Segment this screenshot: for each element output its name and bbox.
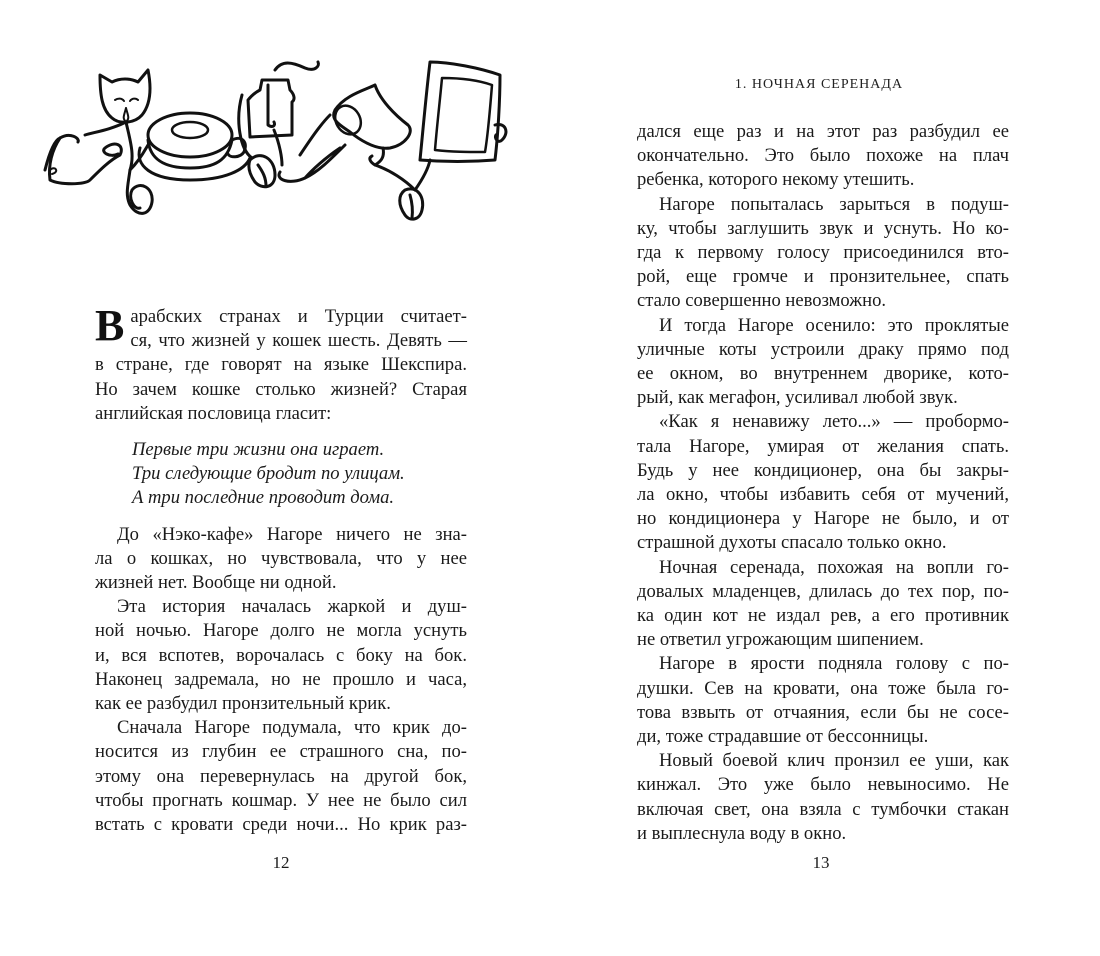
text-line: этому она перевернулась на другой бок, — [95, 765, 467, 787]
text-line: но кондиционера у Нагоре не было, и от — [637, 508, 1009, 530]
text-line: в стране, где говорят на языке Шекспира. — [95, 354, 467, 376]
text-line: стало совершенно невозможно. — [637, 290, 887, 312]
text-line: ла окно, чтобы избавить себя от мучений, — [637, 484, 1009, 506]
text-line: Но зачем кошке столько жизней? Старая — [95, 378, 467, 400]
text-line: Сначала Нагоре подумала, что крик до- — [117, 717, 467, 739]
paragraph — [637, 652, 1009, 749]
text-line: жизней нет. Вообще ни одной. — [95, 572, 337, 594]
text-line: ка один кот не издал рев, а его противник — [637, 605, 1009, 627]
epigraph-poem — [132, 438, 467, 511]
paragraph — [95, 523, 467, 596]
page-number-right: 13 — [812, 853, 830, 872]
paragraph — [637, 314, 1009, 411]
left-page-text — [95, 301, 467, 837]
text-line: встать с кровати среди ночи... Но крик раз- — [95, 814, 467, 836]
text-line: това взвыть от отчаяния, если бы не сосе- — [637, 701, 1009, 723]
text-line: Эта история началась жаркой и душ- — [117, 596, 467, 618]
text-line: «Как я ненавижу лето...» — пробормо- — [659, 411, 1009, 433]
continuation-paragraph — [637, 120, 1009, 193]
text-line: ди, тоже страдавшие от бессонницы. — [637, 726, 929, 748]
text-line: рой, еще громче и пронзительнее, спать — [637, 266, 1009, 288]
paragraph — [637, 556, 1009, 653]
page-number-left: 12 — [272, 853, 290, 872]
text-line: ку, чтобы заглушить звук и уснуть. Но ко- — [637, 217, 1009, 239]
text-line: Наконец задремала, но не прошло и часа, — [95, 668, 467, 690]
text-line: И тогда Нагоре осенило: это проклятые — [659, 314, 1009, 336]
text-line: носится из глубин ее страшного сна, по- — [95, 741, 467, 763]
text-line: До «Нэко-кафе» Нагоре ничего не зна- — [117, 523, 467, 545]
running-head: 1. НОЧНАЯ СЕРЕНАДА — [734, 77, 904, 92]
text-line: включая свет, она взяла с тумбочки стакан — [637, 798, 1009, 820]
text-line: чтобы прогнать кошмар. У нее не было сил — [95, 789, 467, 811]
text-line: не ответил угрожающим шипением. — [637, 629, 924, 651]
text-line: ся, что жизней у кошек шесть. Девять — — [130, 330, 467, 352]
paragraph — [637, 410, 1009, 555]
drop-cap: В — [95, 301, 125, 350]
text-line: ла о кошках, но чувствовала, что у нее — [95, 547, 467, 569]
text-line: тала Нагоре, умирая от желания спать. — [637, 435, 1009, 457]
paragraph — [637, 193, 1009, 314]
paragraph — [95, 716, 467, 837]
text-line: Будь у нее кондиционер, она бы закры- — [637, 459, 1009, 481]
text-line: дался еще раз и на этот раз разбудил ее — [637, 121, 1009, 142]
text-line: уличные коты устроили драку прямо под — [637, 338, 1009, 360]
text-line: довалых младенцев, длилась до тех пор, по- — [637, 580, 1009, 602]
paragraph — [95, 595, 467, 716]
text-line: и, вся вспотев, ворочалась с боку на бок. — [95, 644, 467, 666]
text-line: английская пословица гласит: — [95, 402, 332, 424]
text-line: арабских странах и Турции считает- — [130, 306, 467, 327]
text-line: Нагоре попыталась зарыться в подуш- — [659, 193, 1009, 215]
text-line: Новый боевой клич пронзил ее уши, как — [659, 750, 1009, 772]
poem-line: Первые три жизни она играет. — [132, 439, 385, 461]
coffee-cat-illustration-icon — [30, 40, 530, 240]
text-line: кинжал. Это уже было невыносимо. Не — [637, 774, 1009, 796]
text-line: ее окном, во внутреннем дворике, кото- — [637, 363, 1009, 385]
poem-line: А три последние проводит дома. — [132, 487, 395, 509]
text-line: и выплеснула воду в окно. — [637, 822, 847, 844]
right-page-text — [637, 120, 1009, 846]
text-line: как ее разбудил пронзительный крик. — [95, 693, 391, 715]
text-line: ной ночью. Нагоре долго не могла уснуть — [95, 620, 467, 642]
poem-line: Три следующие бродит по улицам. — [132, 463, 405, 485]
lead-paragraph — [95, 301, 467, 426]
text-line: рый, как мегафон, усиливал любой звук. — [637, 387, 958, 409]
paragraph — [637, 749, 1009, 846]
text-line: Нагоре в ярости подняла голову с по- — [659, 653, 1009, 675]
text-line: ребенка, которого некому утешить. — [637, 169, 915, 191]
text-line: душки. Сев на кровати, она тоже была го- — [637, 677, 1009, 699]
text-line: окончательно. Это было похоже на плач — [637, 145, 1009, 167]
text-line: страшной духоты спасало только окно. — [637, 532, 947, 554]
text-line: гда к первому голосу присоединился вто- — [637, 242, 1009, 264]
text-line: Ночная серенада, похожая на вопли го- — [659, 556, 1009, 578]
